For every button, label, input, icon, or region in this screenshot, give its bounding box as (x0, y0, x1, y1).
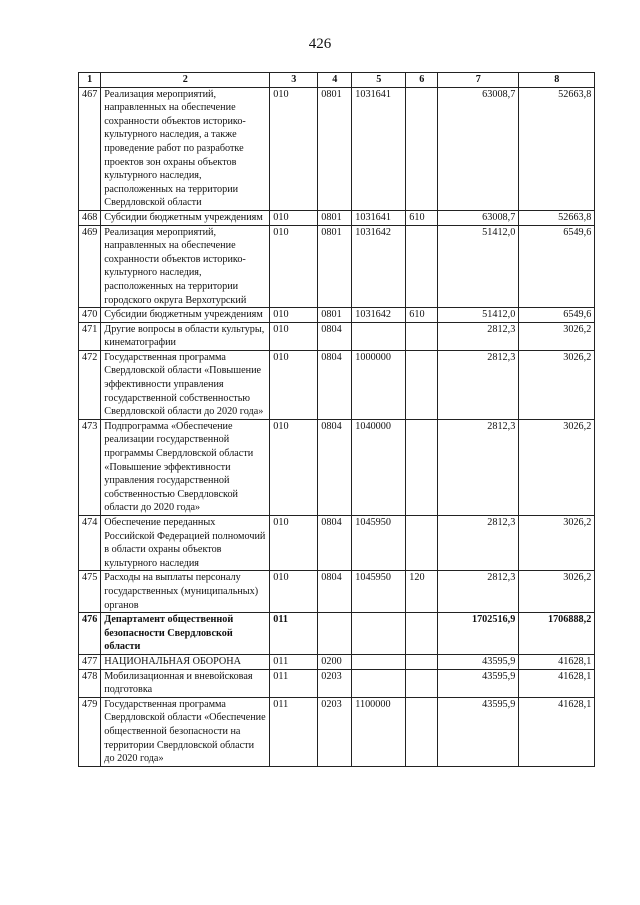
row-amount-2015: 51412,0 (438, 308, 519, 323)
table-row (79, 419, 595, 515)
table-row (79, 308, 595, 323)
row-code-section: 0801 (318, 225, 352, 308)
row-name: Государственная программа Свердловской области «Повышение эффективности управления государственной собственностью Свердловской области до 2020 года» (101, 350, 270, 419)
row-name: Реализация мероприятий, направленных на обеспечение сохранности объектов историко-культурного наследия, расположенных на территории городского округа Верхотурский (101, 225, 270, 308)
row-code-section: 0804 (318, 350, 352, 419)
row-code-target: 1031642 (352, 225, 406, 308)
row-amount-2015: 51412,0 (438, 225, 519, 308)
row-code-section: 0804 (318, 571, 352, 613)
row-code-ministry: 011 (270, 613, 318, 655)
row-code-ministry: 011 (270, 654, 318, 669)
row-code-section: 0804 (318, 322, 352, 350)
header-cell: 1 (79, 73, 101, 88)
row-code-section: 0801 (318, 87, 352, 210)
row-code-type (406, 654, 438, 669)
row-amount-2016: 41628,1 (519, 654, 595, 669)
row-code-type (406, 697, 438, 766)
row-code-ministry: 011 (270, 697, 318, 766)
row-amount-2016: 1706888,2 (519, 613, 595, 655)
header-cell: 2 (101, 73, 270, 88)
row-name: Реализация мероприятий, направленных на обеспечение сохранности объектов историко-культурного наследия, а также проведение работ по разработке проектов зон охраны объектов культурного наследия, расположенных на территории Свердловской области (101, 87, 270, 210)
row-name: Субсидии бюджетным учреждениям (101, 308, 270, 323)
row-amount-2016: 6549,6 (519, 225, 595, 308)
row-amount-2015: 2812,3 (438, 419, 519, 515)
row-code-type (406, 516, 438, 571)
row-amount-2016: 3026,2 (519, 419, 595, 515)
row-name: Государственная программа Свердловской области «Обеспечение общественной безопасности на территории Свердловской области до 2020 года» (101, 697, 270, 766)
header-cell: 3 (270, 73, 318, 88)
row-code-target: 1031641 (352, 210, 406, 225)
row-code-type: 610 (406, 308, 438, 323)
row-amount-2015: 2812,3 (438, 350, 519, 419)
table-row (79, 654, 595, 669)
row-code-type (406, 350, 438, 419)
row-amount-2016: 3026,2 (519, 571, 595, 613)
header-cell: 5 (352, 73, 406, 88)
row-code-target (352, 654, 406, 669)
row-code-target: 1040000 (352, 419, 406, 515)
table-row (79, 571, 595, 613)
row-code-ministry: 010 (270, 350, 318, 419)
row-code-section: 0804 (318, 419, 352, 515)
row-amount-2016: 3026,2 (519, 322, 595, 350)
row-name: Субсидии бюджетным учреждениям (101, 210, 270, 225)
row-code-ministry: 010 (270, 210, 318, 225)
table-row (79, 87, 595, 210)
row-number: 467 (79, 87, 101, 210)
row-amount-2016: 41628,1 (519, 697, 595, 766)
row-code-section (318, 613, 352, 655)
row-number: 477 (79, 654, 101, 669)
row-amount-2015: 63008,7 (438, 87, 519, 210)
row-name: Расходы на выплаты персоналу государственных (муниципальных) органов (101, 571, 270, 613)
row-name: Мобилизационная и вневойсковая подготовка (101, 669, 270, 697)
row-amount-2015: 2812,3 (438, 322, 519, 350)
row-code-target: 1045950 (352, 516, 406, 571)
row-amount-2016: 52663,8 (519, 210, 595, 225)
row-code-target (352, 669, 406, 697)
row-amount-2016: 6549,6 (519, 308, 595, 323)
row-code-type: 120 (406, 571, 438, 613)
row-amount-2015: 63008,7 (438, 210, 519, 225)
row-code-ministry: 011 (270, 669, 318, 697)
row-code-ministry: 010 (270, 516, 318, 571)
row-number: 475 (79, 571, 101, 613)
row-code-target: 1031642 (352, 308, 406, 323)
row-name: Обеспечение переданных Российской Федерацией полномочий в области охраны объектов культурного наследия (101, 516, 270, 571)
row-amount-2015: 1702516,9 (438, 613, 519, 655)
row-code-target: 1100000 (352, 697, 406, 766)
page-number: 426 (308, 36, 332, 52)
row-code-target: 1031641 (352, 87, 406, 210)
row-code-ministry: 010 (270, 87, 318, 210)
row-code-target: 1045950 (352, 571, 406, 613)
row-code-section: 0203 (318, 669, 352, 697)
row-code-target (352, 322, 406, 350)
table-row (79, 225, 595, 308)
row-number: 473 (79, 419, 101, 515)
table-row (79, 697, 595, 766)
table-row (79, 210, 595, 225)
row-number: 474 (79, 516, 101, 571)
row-name: Департамент общественной безопасности Свердловской области (101, 613, 270, 655)
row-amount-2015: 43595,9 (438, 654, 519, 669)
row-code-ministry: 010 (270, 322, 318, 350)
row-code-type (406, 419, 438, 515)
table-row (79, 350, 595, 419)
row-code-section: 0203 (318, 697, 352, 766)
row-number: 472 (79, 350, 101, 419)
row-name: Подпрограмма «Обеспечение реализации государственной программы Свердловской области «Повышение эффективности управления государственной собственностью Свердловской области до 2020 года» (101, 419, 270, 515)
row-code-type (406, 225, 438, 308)
row-amount-2015: 2812,3 (438, 516, 519, 571)
row-code-ministry: 010 (270, 308, 318, 323)
row-name: Другие вопросы в области культуры, кинематографии (101, 322, 270, 350)
row-code-type: 610 (406, 210, 438, 225)
row-amount-2016: 52663,8 (519, 87, 595, 210)
row-name: НАЦИОНАЛЬНАЯ ОБОРОНА (101, 654, 270, 669)
header-cell: 7 (438, 73, 519, 88)
header-cell: 4 (318, 73, 352, 88)
row-code-section: 0801 (318, 210, 352, 225)
row-code-type (406, 669, 438, 697)
row-number: 476 (79, 613, 101, 655)
header-cell: 8 (519, 73, 595, 88)
row-amount-2016: 3026,2 (519, 350, 595, 419)
row-number: 468 (79, 210, 101, 225)
row-number: 471 (79, 322, 101, 350)
row-code-target (352, 613, 406, 655)
row-code-type (406, 613, 438, 655)
budget-table (78, 72, 595, 767)
row-code-ministry: 010 (270, 225, 318, 308)
header-cell: 6 (406, 73, 438, 88)
row-code-section: 0804 (318, 516, 352, 571)
row-amount-2015: 2812,3 (438, 571, 519, 613)
row-amount-2016: 41628,1 (519, 669, 595, 697)
table-row (79, 613, 595, 655)
table-row (79, 322, 595, 350)
row-number: 478 (79, 669, 101, 697)
row-code-ministry: 010 (270, 571, 318, 613)
row-code-target: 1000000 (352, 350, 406, 419)
row-number: 469 (79, 225, 101, 308)
table-row (79, 669, 595, 697)
header-row (79, 73, 595, 88)
row-number: 479 (79, 697, 101, 766)
row-code-type (406, 322, 438, 350)
row-amount-2016: 3026,2 (519, 516, 595, 571)
table-row (79, 516, 595, 571)
row-code-section: 0801 (318, 308, 352, 323)
row-amount-2015: 43595,9 (438, 697, 519, 766)
row-code-section: 0200 (318, 654, 352, 669)
row-number: 470 (79, 308, 101, 323)
row-amount-2015: 43595,9 (438, 669, 519, 697)
row-code-ministry: 010 (270, 419, 318, 515)
row-code-type (406, 87, 438, 210)
